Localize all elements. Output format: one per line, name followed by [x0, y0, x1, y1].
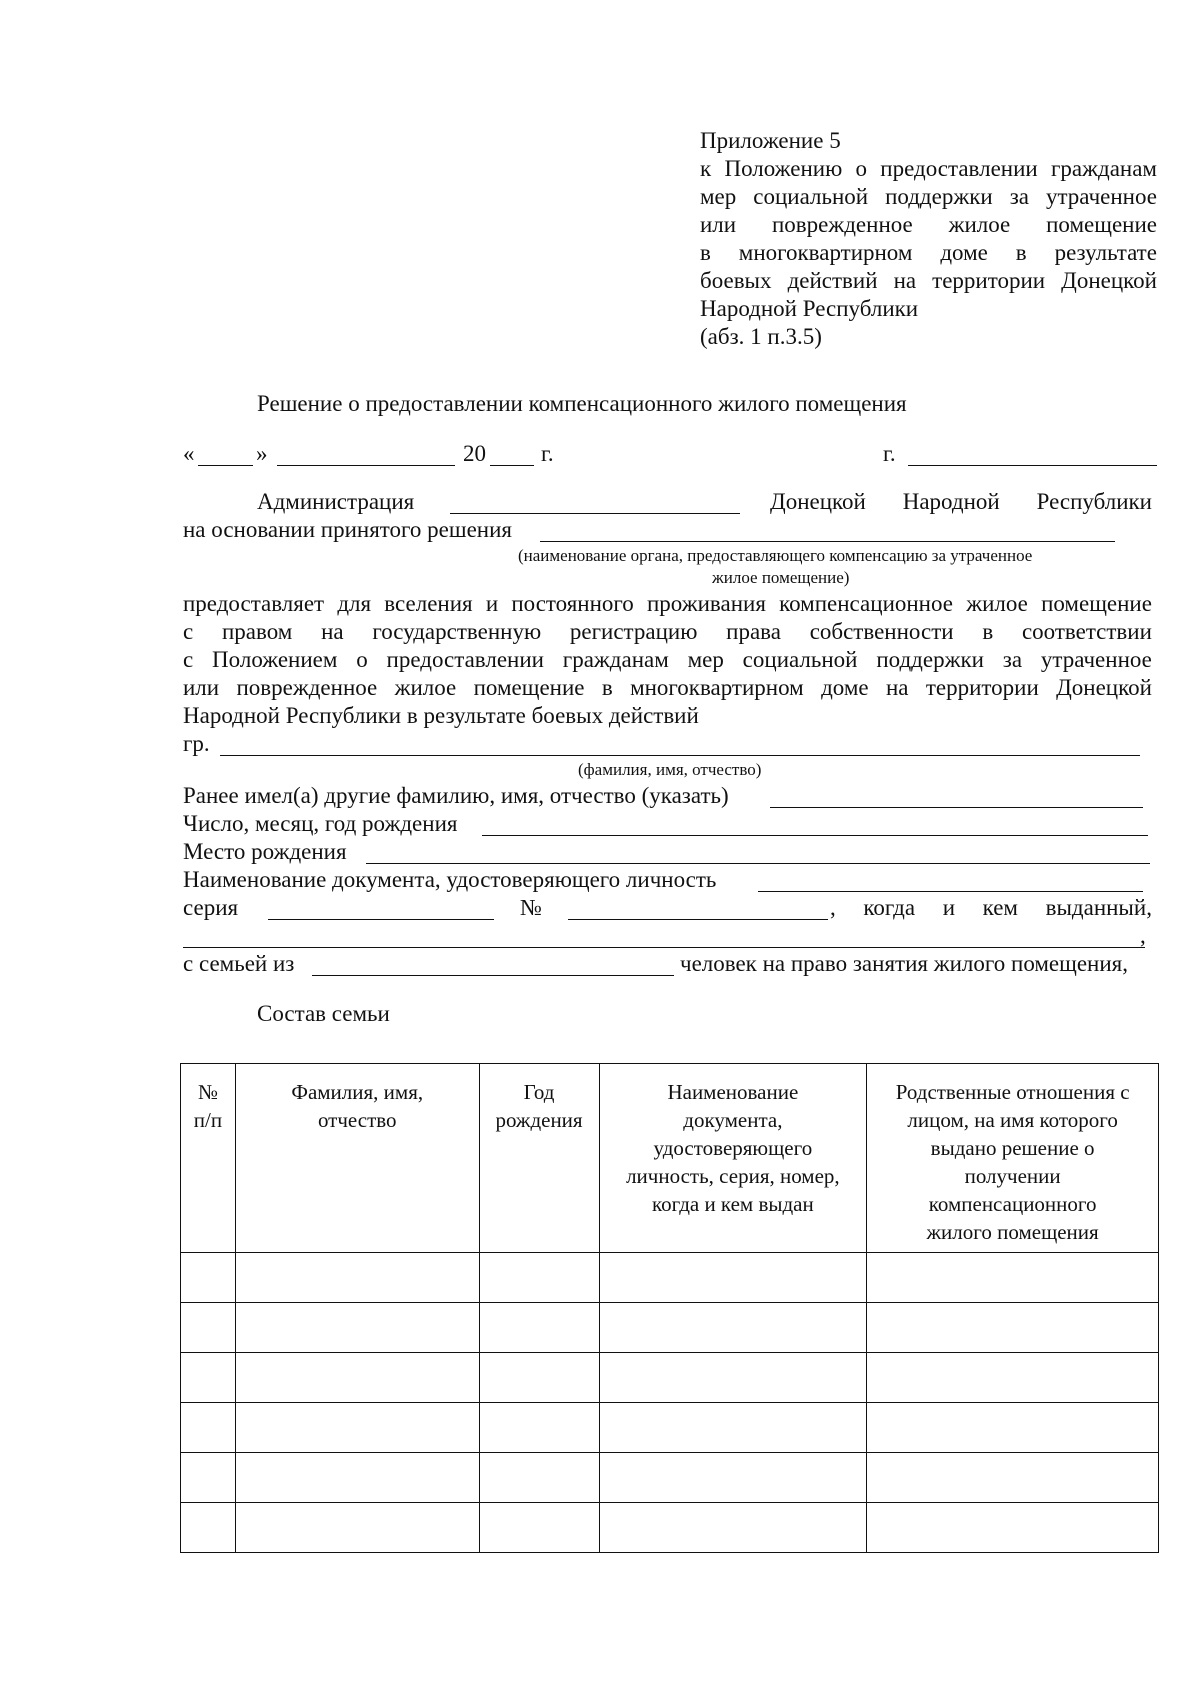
body-word: постоянного	[511, 591, 634, 616]
citizen-hint: (фамилия, имя, отчество)	[578, 760, 762, 779]
body-word: на	[885, 675, 909, 700]
appendix-word: за	[1009, 184, 1029, 209]
series-line[interactable]	[268, 919, 494, 920]
id-doc-label: Наименование документа, удостоверяющего личность	[183, 867, 717, 892]
body-word: доме	[821, 675, 869, 700]
body-word: Положением	[212, 647, 338, 672]
header-text-line: Родственные отношения с	[895, 1080, 1130, 1104]
table-cell[interactable]	[479, 1503, 599, 1553]
header-text-line: когда и кем выдан	[651, 1192, 814, 1216]
appendix-word: жилое	[948, 212, 1011, 237]
body-word: предоставлении	[386, 647, 544, 672]
table-cell[interactable]	[867, 1453, 1159, 1503]
body-word: с	[183, 647, 194, 672]
appendix-word: помещение	[1046, 212, 1157, 237]
header-text-line: Наименование	[667, 1080, 799, 1104]
header-text-line: получении	[964, 1164, 1061, 1188]
appendix-word: результате	[1054, 240, 1157, 265]
body-word: Донецкой	[1056, 675, 1152, 700]
issuer-comma: ,	[1140, 923, 1146, 948]
appendix-word: многоквартирном	[738, 240, 913, 265]
body-word: гражданам	[562, 647, 669, 672]
body-word: для	[337, 591, 372, 616]
appendix-line-6: Народной Республики	[700, 296, 919, 321]
table-cell[interactable]	[235, 1253, 479, 1303]
table-cell[interactable]	[599, 1403, 867, 1453]
former-name-label: Ранее имел(а) другие фамилию, имя, отчество (указать)	[183, 783, 729, 808]
appendix-word: Положению	[724, 156, 843, 181]
appendix-word: мер	[700, 184, 737, 209]
month-field-line[interactable]	[277, 465, 455, 466]
table-cell[interactable]	[867, 1353, 1159, 1403]
table-cell[interactable]	[479, 1353, 599, 1403]
appendix-word: Донецкой	[1061, 268, 1157, 293]
body-line-3	[183, 646, 1152, 674]
table-cell[interactable]	[599, 1303, 867, 1353]
citizen-name-line[interactable]	[220, 755, 1140, 756]
organ-hint-line-2: жилое помещение)	[712, 568, 850, 587]
id-doc-line[interactable]	[758, 891, 1143, 892]
body-word: утраченное	[1040, 647, 1152, 672]
body-line-2	[183, 618, 1152, 646]
body-word: предоставляет	[183, 591, 325, 616]
issuer-line[interactable]	[183, 947, 1145, 948]
appendix-word: предоставлении	[880, 156, 1038, 181]
table-cell[interactable]	[235, 1503, 479, 1553]
table-row	[181, 1503, 1159, 1553]
header-text-line: №	[197, 1080, 218, 1104]
basis-field-line[interactable]	[540, 541, 1115, 542]
word-republic: Республики	[1036, 489, 1152, 514]
table-row	[181, 1253, 1159, 1303]
appendix-word: боевых	[700, 268, 772, 293]
appendix-word: утраченное	[1045, 184, 1157, 209]
table-cell[interactable]	[181, 1353, 236, 1403]
col-fullname-header	[235, 1064, 479, 1253]
body-word: соответствии	[1021, 619, 1152, 644]
body-word: компенсационное	[779, 591, 953, 616]
family-heading: Состав семьи	[257, 1001, 390, 1026]
col-relationship-header	[867, 1064, 1159, 1253]
city-field-line[interactable]	[908, 465, 1157, 466]
header-text-line: выдано решение о	[930, 1136, 1095, 1160]
organ-hint-line-1: (наименование органа, предоставляющего компенсацию за утраченное	[518, 546, 1033, 565]
body-word: жилое	[394, 675, 457, 700]
header-text-line: п/п	[193, 1108, 223, 1132]
col-birth-year-header	[479, 1064, 599, 1253]
appendix-word: о	[855, 156, 868, 181]
body-word: помещение	[473, 675, 585, 700]
table-cell[interactable]	[181, 1403, 236, 1453]
table-cell[interactable]	[599, 1453, 867, 1503]
appendix-line-6	[700, 267, 1157, 295]
body-word: о	[356, 647, 368, 672]
body-word: собственности	[809, 619, 954, 644]
table-cell[interactable]	[479, 1303, 599, 1353]
table-cell[interactable]	[181, 1503, 236, 1553]
body-word: территории	[925, 675, 1039, 700]
header-text-line: отчество	[317, 1108, 397, 1132]
former-name-line[interactable]	[770, 807, 1143, 808]
table-cell[interactable]	[599, 1253, 867, 1303]
year-suffix: г.	[541, 441, 554, 466]
admin-name-line[interactable]	[450, 513, 740, 514]
header-text-line: компенсационного	[928, 1192, 1097, 1216]
header-text-line: удостоверяющего	[653, 1136, 813, 1160]
appendix-word: на	[893, 268, 917, 293]
issued-whom: кем	[982, 895, 1018, 920]
table-row	[181, 1353, 1159, 1403]
table-cell[interactable]	[235, 1453, 479, 1503]
appendix-line-3	[700, 183, 1157, 211]
body-word: социальной	[742, 647, 858, 672]
table-cell[interactable]	[235, 1403, 479, 1453]
table-cell[interactable]	[181, 1453, 236, 1503]
appendix-word: в	[1015, 240, 1027, 265]
body-word: помещение	[1041, 591, 1152, 616]
appendix-word: действий	[787, 268, 878, 293]
table-cell[interactable]	[235, 1303, 479, 1353]
body-word: поврежденное	[236, 675, 378, 700]
family-count-suffix: человек на право занятия жилого помещения,	[680, 951, 1129, 976]
appendix-word: в	[700, 240, 711, 265]
table-cell[interactable]	[181, 1253, 236, 1303]
table-cell[interactable]	[479, 1403, 599, 1453]
body-word: жилое	[966, 591, 1028, 616]
date-open-quote: «	[183, 441, 195, 466]
family-table-header	[181, 1064, 1159, 1253]
header-text-line: лицом, на имя которого	[907, 1108, 1118, 1132]
body-last-line: Народной Республики в результате боевых действий	[183, 703, 699, 728]
body-word: на	[321, 619, 344, 644]
appendix-word: социальной	[753, 184, 869, 209]
family-count-prefix: с семьей из	[183, 951, 295, 976]
appendix-word: к	[700, 156, 712, 181]
birth-date-line[interactable]	[482, 835, 1148, 836]
body-word: в	[601, 675, 613, 700]
birth-date-label: Число, месяц, год рождения	[183, 811, 458, 836]
body-word: с	[183, 619, 194, 644]
issued-and: и	[942, 895, 955, 920]
col-id-document-header	[599, 1064, 867, 1253]
series-label: серия	[183, 895, 239, 920]
issued-when: когда	[863, 895, 916, 920]
number-sign: №	[520, 895, 542, 920]
appendix-word: доме	[940, 240, 988, 265]
appendix-word: или	[700, 212, 737, 237]
body-word: многоквартирном	[630, 675, 804, 700]
basis-label: на основании принятого решения	[183, 517, 512, 542]
col-number-header	[181, 1064, 236, 1253]
admin-label: Администрация	[257, 489, 415, 514]
table-cell[interactable]	[235, 1353, 479, 1403]
header-text-line: документа,	[683, 1108, 783, 1132]
table-row	[181, 1303, 1159, 1353]
date-close-quote: »	[256, 441, 268, 466]
table-cell[interactable]	[867, 1303, 1159, 1353]
citizen-label: гр.	[183, 731, 210, 756]
appendix-line-2	[700, 155, 1157, 183]
family-count-line[interactable]	[312, 975, 674, 976]
table-cell[interactable]	[479, 1253, 599, 1303]
body-line-4	[183, 674, 1152, 702]
header-text-line: рождения	[495, 1108, 583, 1132]
appendix-title: Приложение 5	[700, 128, 841, 153]
body-word: или	[183, 675, 220, 700]
appendix-word: гражданам	[1050, 156, 1157, 181]
issued-comma: ,	[830, 895, 836, 920]
table-cell[interactable]	[599, 1353, 867, 1403]
year-prefix: 20	[463, 441, 486, 466]
table-cell[interactable]	[599, 1503, 867, 1553]
appendix-line-7: (абз. 1 п.3.5)	[700, 324, 822, 349]
city-prefix: г.	[883, 441, 896, 466]
header-text-line: личность, серия, номер,	[626, 1164, 840, 1188]
table-row	[181, 1403, 1159, 1453]
table-cell[interactable]	[479, 1453, 599, 1503]
body-word: правом	[221, 619, 293, 644]
body-line-1	[183, 590, 1152, 618]
year-field-line[interactable]	[490, 465, 534, 466]
table-cell[interactable]	[867, 1403, 1159, 1453]
table-cell[interactable]	[867, 1503, 1159, 1553]
appendix-word: поддержки	[885, 184, 993, 209]
day-field-line[interactable]	[198, 465, 253, 466]
body-word: регистрацию	[569, 619, 698, 644]
body-word: поддержки	[876, 647, 984, 672]
header-text-line: Год	[523, 1080, 555, 1104]
issued-by-words	[830, 894, 1152, 922]
body-word: вселения	[384, 591, 473, 616]
body-word: в	[982, 619, 994, 644]
word-peoples: Народной	[902, 489, 1000, 514]
admin-region-words	[770, 488, 1152, 516]
issued-issued: выданный,	[1045, 895, 1152, 920]
body-word: проживания	[647, 591, 766, 616]
body-word: права	[726, 619, 781, 644]
header-text-line: жилого помещения	[926, 1220, 1099, 1244]
number-line[interactable]	[568, 919, 828, 920]
birth-place-label: Место рождения	[183, 839, 347, 864]
body-word: за	[1002, 647, 1023, 672]
appendix-line-5	[700, 239, 1157, 267]
appendix-line-4	[700, 211, 1157, 239]
table-cell[interactable]	[867, 1253, 1159, 1303]
header-text-line: Фамилия, имя,	[291, 1080, 424, 1104]
birth-place-line[interactable]	[366, 863, 1150, 864]
word-donetsk: Донецкой	[770, 489, 866, 514]
body-word: мер	[687, 647, 724, 672]
body-word: государственную	[372, 619, 542, 644]
document-title: Решение о предоставлении компенсационного жилого помещения	[257, 391, 907, 416]
table-row	[181, 1453, 1159, 1503]
family-table	[180, 1063, 1159, 1553]
appendix-word: территории	[932, 268, 1046, 293]
appendix-word: поврежденное	[771, 212, 913, 237]
table-cell[interactable]	[181, 1303, 236, 1353]
body-word: и	[485, 591, 499, 616]
